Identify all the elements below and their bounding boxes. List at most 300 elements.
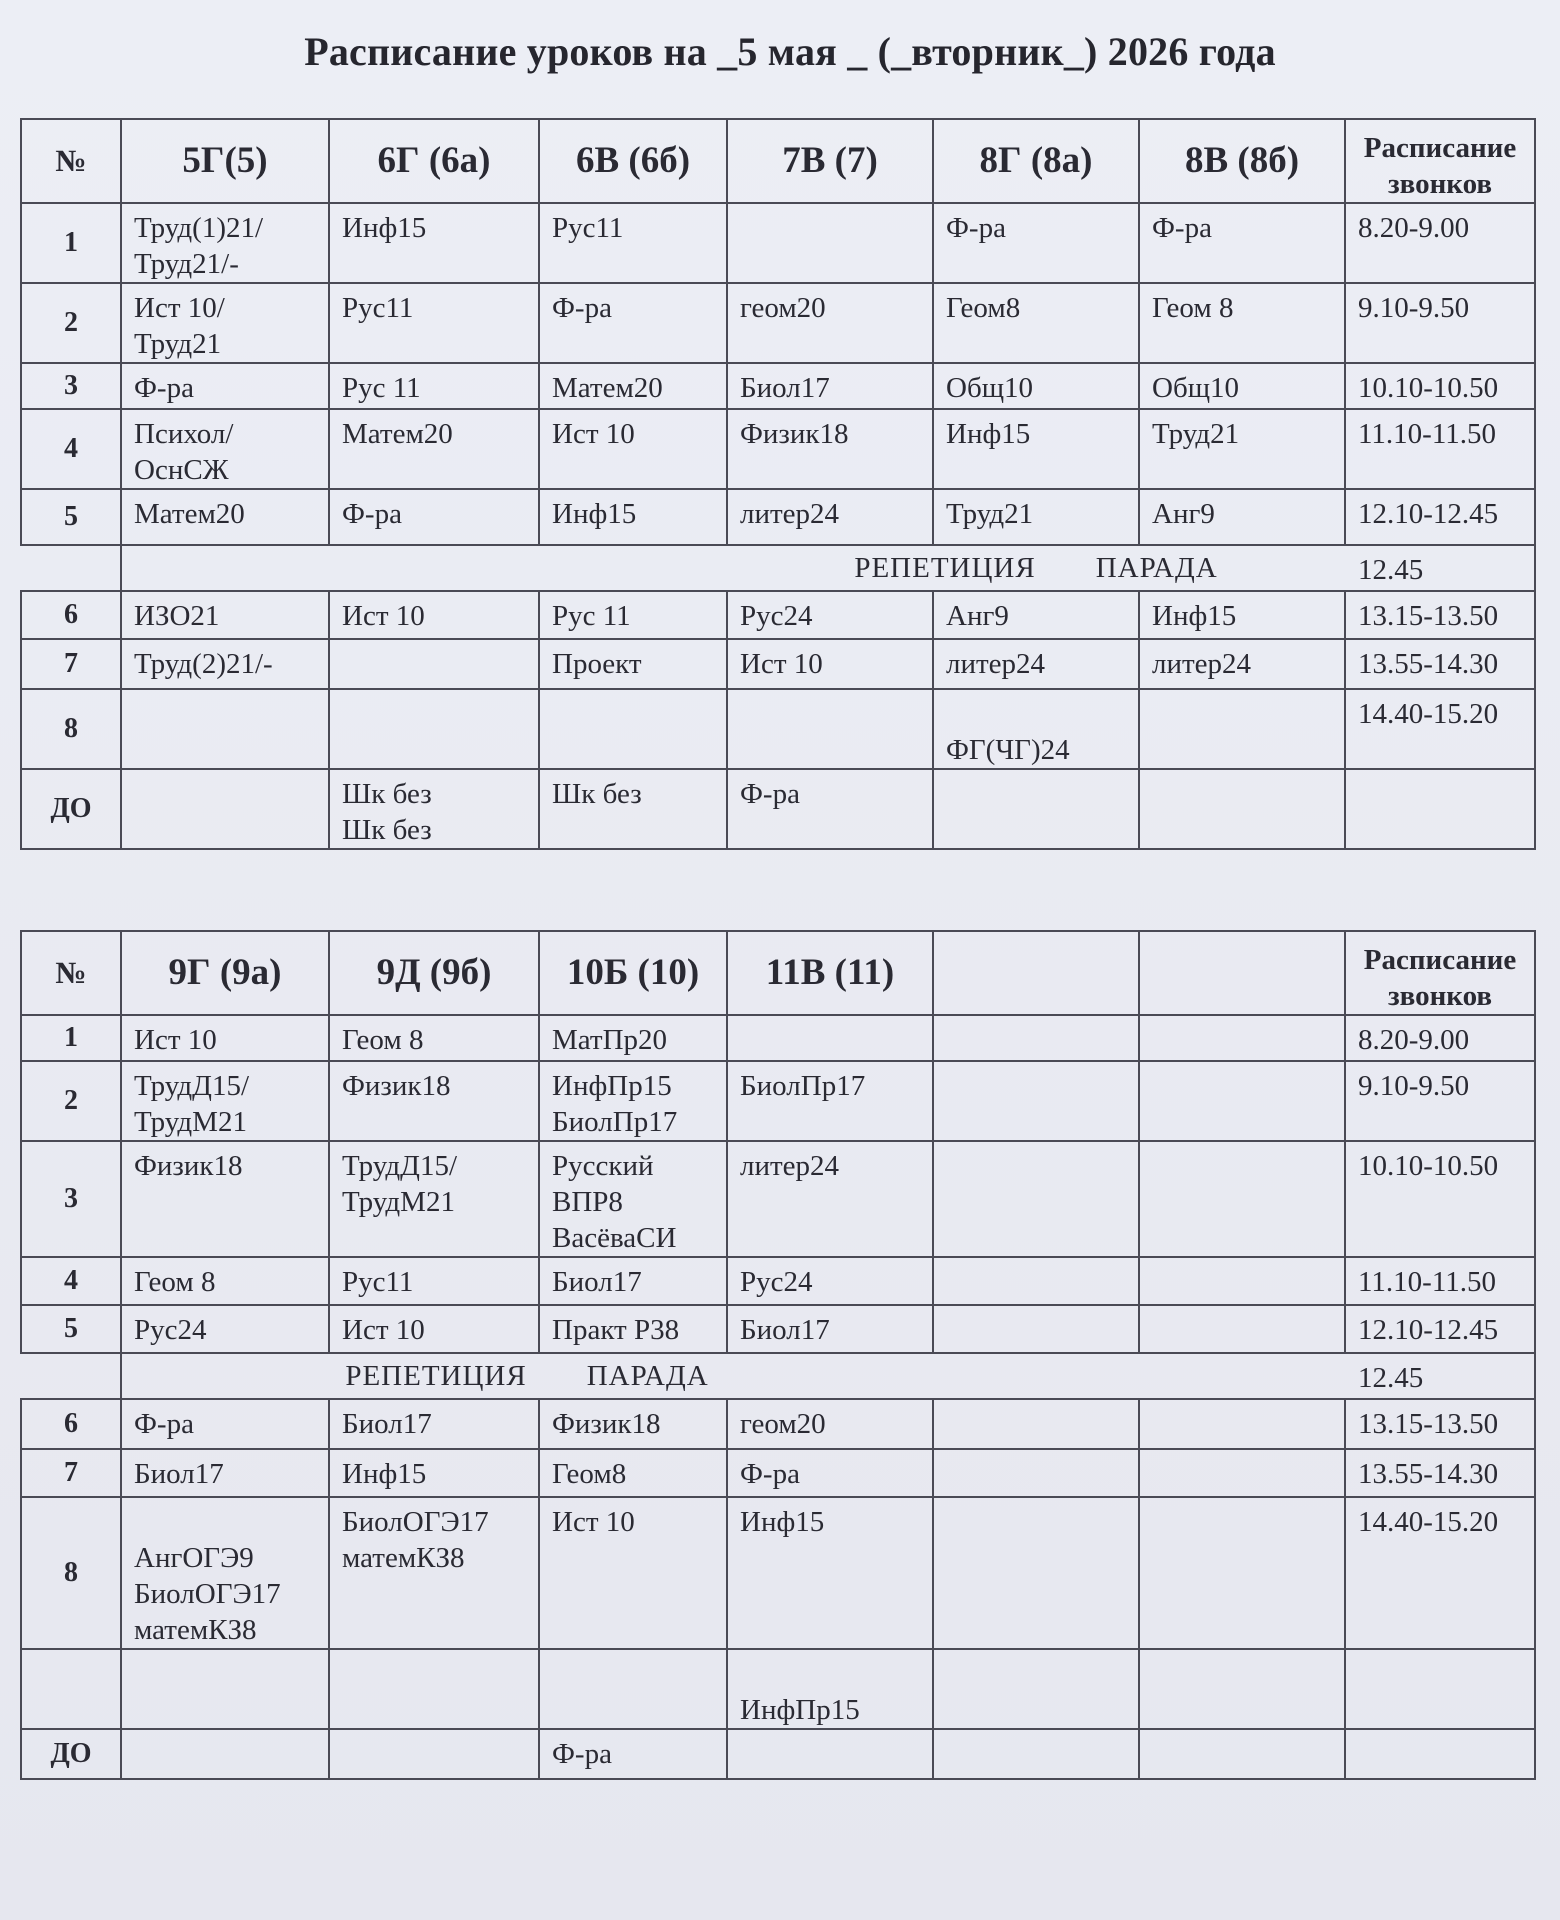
lesson-text: ТрудМ21 [134,1106,247,1138]
lesson-row [21,1449,1535,1497]
bell-time: 13.15-13.50 [1345,1399,1535,1449]
lesson-text [1152,1736,1332,1772]
lesson-number: 2 [21,283,121,363]
lesson-cell [1139,689,1345,769]
lesson-text: литер24 [740,498,840,530]
lesson-text: БиолОГЭ17 [134,1578,281,1610]
lesson-cell [121,689,329,769]
lesson-cell [539,769,727,849]
lesson-cell [727,489,933,545]
lesson-text: Ист 10 [552,1506,635,1538]
lesson-text [946,776,1126,812]
lesson-row [21,489,1535,545]
lesson-number: 1 [21,1015,121,1061]
lesson-cell [933,1305,1139,1353]
lesson-text [1152,1656,1332,1692]
lesson-text: ИнфПр15 [740,1694,860,1726]
header-bell-schedule [1345,931,1535,1015]
lesson-text: Ист 10 [134,1024,217,1056]
lesson-text: Рус24 [134,1314,207,1346]
lesson-text: МатПр20 [552,1024,668,1056]
lesson-cell [933,1141,1139,1257]
lesson-text [946,1736,1126,1772]
parade-word-parade: ПАРАДА [586,1360,709,1392]
lesson-row [21,1729,1535,1779]
header-class-5 [933,931,1139,1015]
lesson-cell [1139,769,1345,849]
lesson-cell [121,1257,329,1305]
lesson-number: 4 [21,1257,121,1305]
lesson-text: Биол17 [740,1314,830,1346]
lesson-text: Рус 11 [342,372,421,404]
lesson-text: Общ10 [946,372,1034,404]
lesson-cell [539,1497,727,1649]
lesson-cell [121,591,329,639]
lesson-text [1152,1312,1332,1348]
lesson-cell [933,1353,1139,1399]
bell-time [1345,769,1535,849]
header-row [21,119,1535,203]
lesson-number [21,1353,121,1399]
lesson-cell [121,545,329,591]
lesson-number: 5 [21,1305,121,1353]
lesson-text: Биол17 [740,372,830,404]
lesson-cell [933,409,1139,489]
lesson-text [740,696,920,732]
lesson-cell [121,363,329,409]
lesson-cell [329,283,539,363]
lesson-cell [121,1649,329,1729]
bell-time [1345,1649,1535,1729]
lesson-text: Анг9 [946,600,1009,632]
header-class-4: 11В (11) [727,931,933,1015]
bell-time: 9.10-9.50 [1345,1061,1535,1141]
lesson-number: 6 [21,591,121,639]
lesson-text: Биол17 [552,1266,642,1298]
lesson-cell [1139,363,1345,409]
lesson-cell [933,1257,1139,1305]
lesson-cell [121,1015,329,1061]
lesson-text: Ф-ра [552,1738,612,1770]
lesson-number: 2 [21,1061,121,1141]
lesson-text [134,1504,316,1540]
lesson-number: 7 [21,1449,121,1497]
lesson-text [342,646,526,682]
bell-time: 14.40-15.20 [1345,689,1535,769]
lesson-text: Шк без [342,814,432,846]
lesson-cell [539,1257,727,1305]
lesson-row [21,689,1535,769]
header-class-6: 8В (8б) [1139,119,1345,203]
lesson-text: БиолПр17 [552,1106,678,1138]
lesson-text [740,1022,920,1058]
lesson-text: Инф15 [552,498,637,530]
lesson-text: Труд21 [1152,418,1240,450]
lesson-cell [1139,1497,1345,1649]
lesson-text: Матем20 [342,418,453,450]
parade-row [21,1353,1535,1399]
lesson-cell [121,1305,329,1353]
schedule-table-grades-9-11 [20,930,1536,1780]
lesson-text: геом20 [740,1408,826,1440]
lesson-cell [539,363,727,409]
lesson-cell [1139,591,1345,639]
header-class-4: 7В (7) [727,119,933,203]
lesson-text: Труд21 [946,498,1034,530]
lesson-cell [539,1015,727,1061]
lesson-text: ИЗО21 [134,600,220,632]
lesson-cell [933,1061,1139,1141]
lesson-text [342,1736,526,1772]
bell-time: 11.10-11.50 [1345,409,1535,489]
lesson-text: литер24 [740,1150,840,1182]
lesson-text: Ф-ра [134,1408,194,1440]
lesson-cell [329,409,539,489]
lesson-cell [933,689,1139,769]
lesson-text: Рус11 [552,212,624,244]
lesson-text: Ист 10/ [134,292,225,324]
lesson-cell [727,1061,933,1141]
lesson-cell [329,545,539,591]
lesson-text [1152,1068,1332,1104]
lesson-text [946,1068,1126,1104]
lesson-text [946,1504,1126,1540]
lesson-row [21,1015,1535,1061]
lesson-row [21,1257,1535,1305]
lesson-text: Геом8 [552,1458,627,1490]
lesson-text: матемКЗ8 [134,1614,257,1646]
lesson-text: ФГ(ЧГ)24 [946,734,1070,766]
lesson-text: литер24 [1152,648,1252,680]
header-bell-schedule [1345,119,1535,203]
lesson-text [342,696,526,732]
lesson-cell [329,1449,539,1497]
parade-word-rehearsal: РЕПЕТИЦИЯ [345,1360,527,1392]
lesson-number: 5 [21,489,121,545]
lesson-text [946,1312,1126,1348]
bell-time: 12.45 [1345,1353,1535,1399]
lesson-cell [1139,1353,1345,1399]
lesson-text: Шк без [342,778,432,810]
lesson-cell [329,591,539,639]
lesson-cell [1139,1015,1345,1061]
lesson-number: 3 [21,1141,121,1257]
bell-time: 10.10-10.50 [1345,363,1535,409]
header-number: № [21,931,121,1015]
lesson-cell [727,1649,933,1729]
lesson-cell [1139,1061,1345,1141]
header-class-6 [1139,931,1345,1015]
lesson-cell [1139,1449,1345,1497]
lesson-text: Рус 11 [552,600,631,632]
lesson-cell [539,409,727,489]
lesson-text: Физик18 [342,1070,451,1102]
lesson-cell [539,1449,727,1497]
lesson-text [134,776,316,812]
lesson-text: Ф-ра [342,498,402,530]
lesson-cell [1139,1729,1345,1779]
lesson-text: Геом 8 [342,1024,424,1056]
lesson-text: матемКЗ8 [342,1542,465,1574]
parade-row [21,545,1535,591]
lesson-text: АнгОГЭ9 [134,1542,254,1574]
lesson-number [21,545,121,591]
lesson-text: Рус11 [342,292,414,324]
parade-rehearsal-label [121,1353,933,1399]
header-number: № [21,119,121,203]
lesson-cell [539,1061,727,1141]
lesson-row [21,1649,1535,1729]
lesson-cell [1139,409,1345,489]
parade-word-rehearsal: РЕПЕТИЦИЯ [854,552,1036,584]
lesson-text: Инф15 [740,1506,825,1538]
lesson-cell [933,1015,1139,1061]
lesson-cell [727,689,933,769]
lesson-cell [727,1449,933,1497]
lesson-cell [1139,1649,1345,1729]
lesson-cell [539,545,727,591]
lesson-cell [727,639,933,689]
bell-time: 11.10-11.50 [1345,1257,1535,1305]
lesson-row [21,1497,1535,1649]
lesson-cell [933,203,1139,283]
lesson-text [946,1022,1126,1058]
lesson-cell [539,283,727,363]
lesson-cell [727,1015,933,1061]
lesson-text: Ф-ра [740,778,800,810]
lesson-cell [121,283,329,363]
lesson-cell [121,1497,329,1649]
lesson-row [21,203,1535,283]
bell-time: 13.55-14.30 [1345,639,1535,689]
lesson-cell [1139,639,1345,689]
lesson-row [21,591,1535,639]
lesson-text [946,1406,1126,1442]
lesson-text: Труд21/- [134,248,239,280]
lesson-cell [933,591,1139,639]
bell-time: 12.10-12.45 [1345,489,1535,545]
bell-time: 8.20-9.00 [1345,1015,1535,1061]
lesson-text: Биол17 [342,1408,432,1440]
lesson-text: Труд(2)21/- [134,648,273,680]
lesson-text: литер24 [946,648,1046,680]
lesson-cell [539,1729,727,1779]
lesson-text [1152,1022,1332,1058]
lesson-text: Физик18 [740,418,849,450]
lesson-number: ДО [21,1729,121,1779]
lesson-cell [121,1449,329,1497]
lesson-cell [121,1399,329,1449]
lesson-number: 3 [21,363,121,409]
schedule-table-grades-5-8 [20,118,1536,850]
lesson-text [134,696,316,732]
lesson-cell [933,1649,1139,1729]
lesson-text: Ист 10 [552,418,635,450]
header-bell-word: Расписание [1363,944,1517,976]
header-class-3: 6В (6б) [539,119,727,203]
lesson-cell [121,1141,329,1257]
lesson-text: Психол/ [134,418,234,450]
lesson-text [1152,776,1332,812]
lesson-number: 1 [21,203,121,283]
parade-word-parade: ПАРАДА [1095,552,1218,584]
lesson-text: Инф15 [946,418,1031,450]
lesson-text [134,1656,316,1692]
lesson-cell [329,1649,539,1729]
lesson-cell [329,1305,539,1353]
lesson-row [21,1061,1535,1141]
header-class-3: 10Б (10) [539,931,727,1015]
header-class-5: 8Г (8а) [933,119,1139,203]
lesson-cell [933,1399,1139,1449]
lesson-cell [121,1729,329,1779]
bell-time [1345,1729,1535,1779]
lesson-text [946,1656,1126,1692]
lesson-text: Рус24 [740,600,813,632]
lesson-cell [539,489,727,545]
lesson-text [1152,1148,1332,1184]
lesson-row [21,769,1535,849]
lesson-row [21,1305,1535,1353]
lesson-cell [329,1257,539,1305]
lesson-cell [933,489,1139,545]
lesson-text: Практ Р38 [552,1314,680,1346]
lesson-text: Геом 8 [1152,292,1234,324]
lesson-row [21,409,1535,489]
header-bell-word: звонков [1387,980,1493,1012]
lesson-cell [933,1449,1139,1497]
lesson-text: геом20 [740,292,826,324]
lesson-text: Труд(1)21/ [134,212,264,244]
lesson-cell [329,1729,539,1779]
lesson-cell [933,639,1139,689]
lesson-cell [1139,489,1345,545]
lesson-text [1152,1456,1332,1492]
lesson-text: Ист 10 [740,648,823,680]
lesson-text: Русский [552,1150,654,1182]
lesson-cell [727,363,933,409]
lesson-cell [539,689,727,769]
lesson-cell [329,1141,539,1257]
header-class-1: 5Г(5) [121,119,329,203]
lesson-cell [933,1497,1139,1649]
lesson-text [740,1736,920,1772]
lesson-text: Анг9 [1152,498,1215,530]
lesson-cell [329,1061,539,1141]
lesson-row [21,363,1535,409]
header-bell-word: Расписание [1363,132,1517,164]
lesson-text [342,1656,526,1692]
lesson-text: Ф-ра [946,212,1006,244]
lesson-text [740,210,920,246]
bell-time: 12.10-12.45 [1345,1305,1535,1353]
lesson-text: БиолОГЭ17 [342,1506,489,1538]
lesson-text: Труд21 [134,328,222,360]
lesson-cell [1139,1257,1345,1305]
lesson-text: Проект [552,648,642,680]
lesson-text: Геом 8 [134,1266,216,1298]
lesson-number: 8 [21,1497,121,1649]
lesson-cell [539,639,727,689]
lesson-number: 6 [21,1399,121,1449]
lesson-cell [727,1729,933,1779]
lesson-cell [727,1305,933,1353]
lesson-text [552,696,714,732]
lesson-text: Инф15 [342,212,427,244]
lesson-text: ТрудМ21 [342,1186,455,1218]
lesson-number: 8 [21,689,121,769]
lesson-cell [329,1015,539,1061]
lesson-text [946,1148,1126,1184]
lesson-cell [1139,1305,1345,1353]
lesson-cell [329,689,539,769]
lesson-text [740,1656,920,1692]
lesson-cell [727,409,933,489]
bell-time: 12.45 [1345,545,1535,591]
lesson-text: БиолПр17 [740,1070,866,1102]
lesson-text: Биол17 [134,1458,224,1490]
lesson-text: ВПР8 [552,1186,623,1218]
lesson-text [1152,1264,1332,1300]
lesson-cell [329,1399,539,1449]
lesson-number: 7 [21,639,121,689]
lesson-text: Матем20 [552,372,663,404]
lesson-cell [121,409,329,489]
lesson-text: Физик18 [552,1408,661,1440]
lesson-text: Общ10 [1152,372,1240,404]
header-bell-word: звонков [1387,168,1493,200]
lesson-cell [727,1497,933,1649]
lesson-text: ОснСЖ [134,454,229,486]
header-class-1: 9Г (9а) [121,931,329,1015]
lesson-text: Рус24 [740,1266,813,1298]
lesson-text: ТрудД15/ [134,1070,249,1102]
lesson-cell [727,591,933,639]
lesson-number [21,1649,121,1729]
lesson-cell [933,363,1139,409]
lesson-text [552,1656,714,1692]
lesson-cell [727,1399,933,1449]
lesson-cell [933,283,1139,363]
lesson-text [134,1736,316,1772]
lesson-text: Физик18 [134,1150,243,1182]
lesson-text [1152,1504,1332,1540]
lesson-cell [121,639,329,689]
lesson-cell [727,1141,933,1257]
header-row [21,931,1535,1015]
lesson-cell [539,203,727,283]
lesson-cell [539,1305,727,1353]
header-class-2: 6Г (6а) [329,119,539,203]
bell-time: 13.15-13.50 [1345,591,1535,639]
lesson-cell [121,769,329,849]
bell-time: 9.10-9.50 [1345,283,1535,363]
lesson-text [946,696,1126,732]
parade-rehearsal-label [727,545,1345,591]
lesson-row [21,1141,1535,1257]
lesson-cell [539,1649,727,1729]
lesson-cell [1139,283,1345,363]
lesson-cell [121,489,329,545]
lesson-cell [329,769,539,849]
lesson-text: Ф-ра [1152,212,1212,244]
lesson-text: Шк без [552,778,642,810]
header-class-2: 9Д (9б) [329,931,539,1015]
lesson-cell [727,769,933,849]
lesson-text: Ф-ра [134,372,194,404]
lesson-text: Матем20 [134,498,245,530]
lesson-cell [539,591,727,639]
